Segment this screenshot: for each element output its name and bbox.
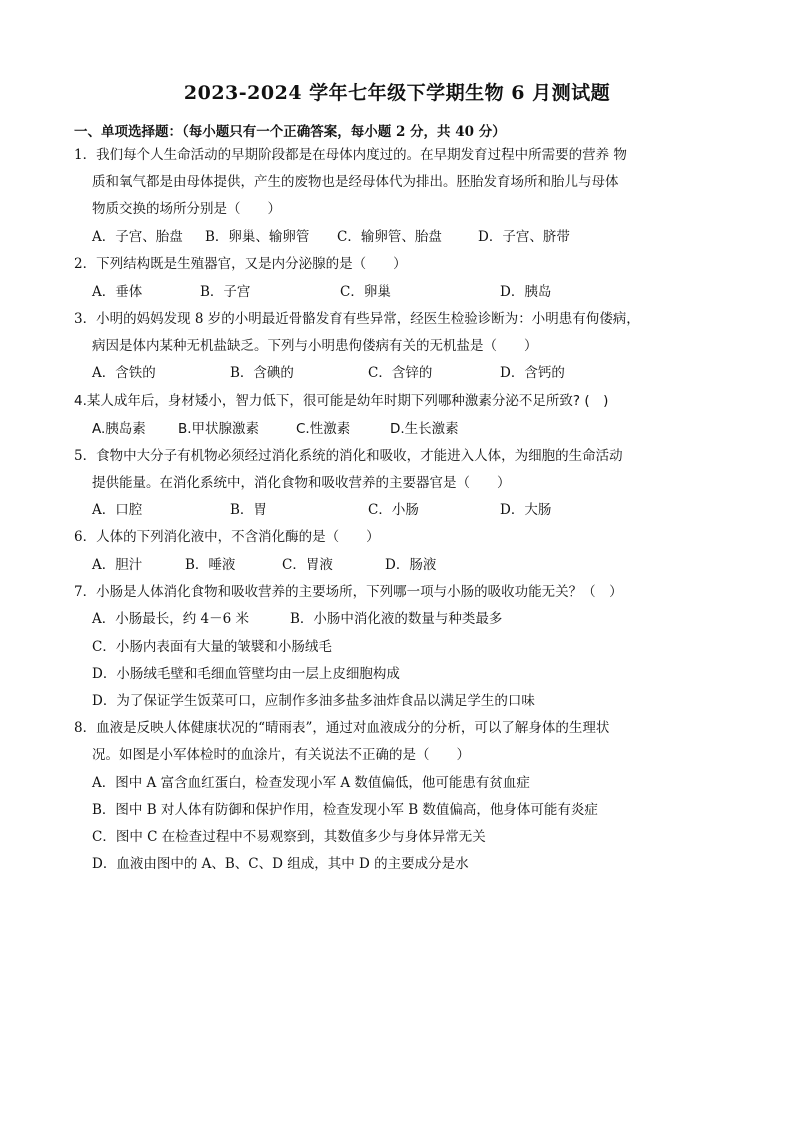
question-3-line-2: 病因是体内某种无机盐缺乏。下列与小明患佝偻病有关的无机盐是（ ）	[92, 338, 538, 354]
question-1-option-d[interactable]: D．子宫、脐带	[478, 229, 570, 245]
question-2-option-b[interactable]: B．子宫	[200, 284, 251, 300]
question-6-line-1: 6．人体的下列消化液中，不含消化酶的是（ ）	[74, 529, 380, 545]
question-8-option-d[interactable]: D．血液由图中的 A、B、C、D 组成，其中 D 的主要成分是水	[92, 856, 469, 872]
question-4-line-1: 4.某人成年后，身材矮小，智力低下，很可能是幼年时期下列哪种激素分泌不足所致? ( )	[74, 393, 609, 409]
question-3-option-b[interactable]: B．含碘的	[230, 365, 294, 381]
question-8-option-a[interactable]: A．图中 A 富含血红蛋白，检查发现小军 A 数值偏低，他可能患有贫血症	[92, 775, 530, 791]
question-8-line-2: 况。如图是小军体检时的血涂片，有关说法不正确的是（ ）	[92, 747, 470, 763]
question-4-option-c[interactable]: C.性激素	[296, 421, 351, 437]
question-6-option-b[interactable]: B．唾液	[185, 557, 236, 573]
question-5-option-b[interactable]: B．胃	[230, 502, 267, 518]
question-2-option-a[interactable]: A．垂体	[92, 284, 143, 300]
question-1-option-c[interactable]: C．输卵管、胎盘	[337, 229, 442, 245]
question-6-option-d[interactable]: D．肠液	[385, 557, 437, 573]
page-title: 2023-2024 学年七年级下学期生物 6 月测试题	[183, 82, 611, 104]
question-1-line-1: 1．我们每个人生命活动的早期阶段都是在母体内度过的。在早期发育过程中所需要的营养 物	[74, 147, 627, 163]
question-7-option-b[interactable]: B．小肠中消化液的数量与种类最多	[290, 611, 503, 627]
question-3-option-a[interactable]: A．含铁的	[92, 365, 156, 381]
question-1-option-a[interactable]: A．子宫、胎盘	[92, 229, 183, 245]
question-7-option-d1[interactable]: D．小肠绒毛壁和毛细血管壁均由一层上皮细胞构成	[92, 666, 400, 682]
question-1-line-3: 物质交换的场所分别是（ ）	[92, 201, 281, 217]
question-7-option-c[interactable]: C．小肠内表面有大量的皱襞和小肠绒毛	[92, 639, 332, 655]
question-4-option-d[interactable]: D.生长激素	[390, 421, 459, 437]
question-7-line-1: 7．小肠是人体消化食物和吸收营养的主要场所，下列哪一项与小肠的吸收功能无关？（ ）	[74, 584, 623, 600]
question-2-option-d[interactable]: D．胰岛	[500, 284, 552, 300]
question-4-option-b[interactable]: B.甲状腺激素	[178, 421, 260, 437]
question-7-option-a[interactable]: A．小肠最长，约 4－6 米	[92, 611, 250, 627]
question-6-option-c[interactable]: C．胃液	[282, 557, 333, 573]
question-8-line-1: 8．血液是反映人体健康状况的“晴雨表”，通过对血液成分的分析，可以了解身体的生理状	[74, 720, 610, 736]
question-5-option-c[interactable]: C．小肠	[368, 502, 419, 518]
question-8-option-b[interactable]: B．图中 B 对人体有防御和保护作用，检查发现小军 B 数值偏高，他身体可能有炎症	[92, 802, 598, 818]
question-6-option-a[interactable]: A．胆汁	[92, 557, 143, 573]
question-5-option-a[interactable]: A．口腔	[92, 502, 143, 518]
question-5-line-2: 提供能量。在消化系统中，消化食物和吸收营养的主要器官是（ ）	[92, 475, 511, 491]
question-3-option-d[interactable]: D．含钙的	[500, 365, 565, 381]
question-3-line-1: 3．小明的妈妈发现 8 岁的小明最近骨骼发育有些异常，经医生检验诊断为：小明患有佝偻病，	[74, 311, 640, 327]
question-7-option-d2[interactable]: D．为了保证学生饭菜可口，应制作多油多盐多油炸食品以满足学生的口味	[92, 693, 535, 709]
question-5-line-1: 5．食物中大分子有机物必须经过消化系统的消化和吸收，才能进入人体，为细胞的生命活动	[74, 448, 623, 464]
question-8-option-c[interactable]: C．图中 C 在检查过程中不易观察到，其数值多少与身体异常无关	[92, 829, 486, 845]
question-4-option-a[interactable]: A.胰岛素	[92, 421, 146, 437]
question-2-option-c[interactable]: C．卵巢	[340, 284, 391, 300]
question-1-option-b[interactable]: B．卵巢、输卵管	[205, 229, 310, 245]
section-heading: 一、单项选择题：（每小题只有一个正确答案，每小题 2 分，共 40 分）	[74, 124, 506, 140]
question-1-line-2: 质和氧气都是由母体提供，产生的废物也是经母体代为排出。胚胎发育场所和胎儿与母体	[92, 174, 619, 190]
question-2-line-1: 2．下列结构既是生殖器官，又是内分泌腺的是（ ）	[74, 256, 407, 272]
question-3-option-c[interactable]: C．含锌的	[368, 365, 433, 381]
question-5-option-d[interactable]: D．大肠	[500, 502, 552, 518]
